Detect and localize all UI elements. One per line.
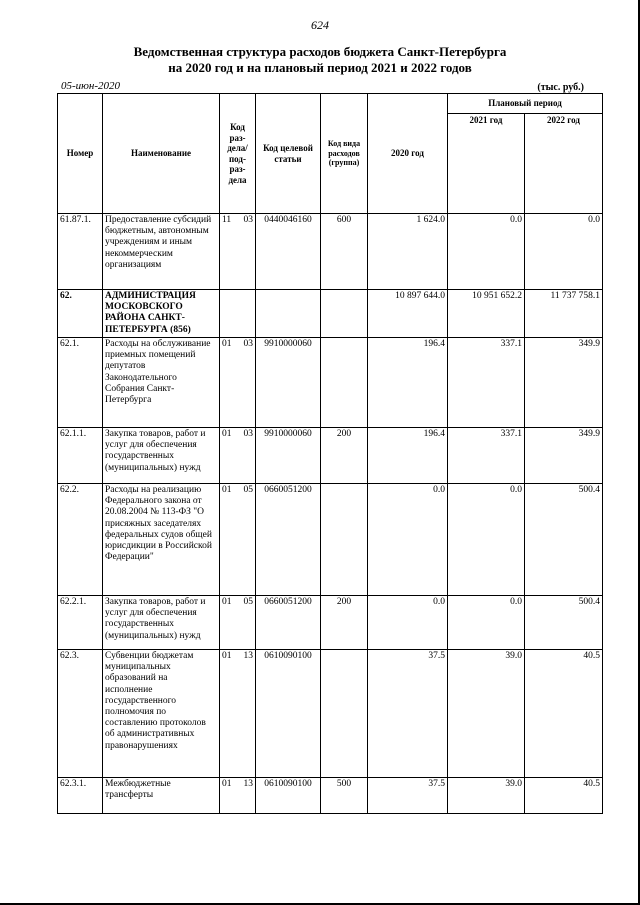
row-name: Межбюджетные трансферты	[103, 778, 220, 814]
row-target-code: 9910000060	[256, 428, 321, 484]
row-section-code	[220, 428, 256, 484]
row-name: Расходы на обслуживание приемных помещений депутатов Законодательного Собрания Санкт-Петербурга	[103, 338, 220, 428]
header-name: Наименование	[103, 94, 220, 214]
row-pr: 03	[243, 215, 253, 225]
header-2021: 2021 год	[448, 114, 525, 214]
row-expense-type: 500	[321, 778, 368, 814]
row-pr: 03	[243, 339, 253, 349]
header-target: Код целевой статьи	[256, 94, 321, 214]
row-2020: 10 897 644.0	[368, 290, 448, 338]
row-2020: 37.5	[368, 650, 448, 778]
row-target-code: 0660051200	[256, 596, 321, 650]
row-section-code	[220, 290, 256, 338]
row-2020: 0.0	[368, 484, 448, 596]
report-date: 05-июн-2020	[61, 80, 121, 92]
page-number: 624	[311, 18, 329, 32]
row-number: 62.	[58, 290, 103, 338]
row-rz: 01	[222, 597, 232, 607]
header-section: Код раз- дела/ под- раз- дела	[220, 94, 256, 214]
row-2020: 37.5	[368, 778, 448, 814]
row-2022: 500.4	[525, 596, 603, 650]
row-expense-type	[321, 484, 368, 596]
row-rz: 11	[222, 215, 232, 225]
header-number: Номер	[58, 94, 103, 214]
row-number: 62.3.	[58, 650, 103, 778]
row-rz: 01	[222, 485, 232, 495]
row-number: 62.1.	[58, 338, 103, 428]
table-row	[58, 596, 603, 650]
row-name: АДМИНИСТРАЦИЯ МОСКОВСКОГО РАЙОНА САНКТ-ПЕТЕРБУРГА (856)	[103, 290, 220, 338]
row-name: Закупка товаров, работ и услуг для обеспечения государственных (муниципальных) нужд	[103, 596, 220, 650]
row-expense-type: 600	[321, 214, 368, 290]
row-section-code	[220, 484, 256, 596]
row-number: 62.2.	[58, 484, 103, 596]
row-2020: 0.0	[368, 596, 448, 650]
table-row	[58, 650, 603, 778]
row-expense-type: 200	[321, 596, 368, 650]
row-2022: 11 737 758.1	[525, 290, 603, 338]
table-row	[58, 484, 603, 596]
row-expense-type	[321, 338, 368, 428]
table-row	[58, 214, 603, 290]
title-line-2: на 2020 год и на плановый период 2021 и 2022 годов	[168, 60, 472, 75]
row-2021: 337.1	[448, 428, 525, 484]
table-row	[58, 338, 603, 428]
row-2022: 40.5	[525, 778, 603, 814]
units-label: (тыс. руб.)	[537, 82, 584, 93]
row-expense-type: 200	[321, 428, 368, 484]
row-section-code	[220, 778, 256, 814]
budget-table	[57, 93, 603, 814]
row-2022: 349.9	[525, 338, 603, 428]
row-2021: 0.0	[448, 484, 525, 596]
row-target-code: 0610090100	[256, 778, 321, 814]
row-target-code: 9910000060	[256, 338, 321, 428]
row-pr: 03	[243, 429, 253, 439]
row-target-code: 0660051200	[256, 484, 321, 596]
row-pr: 05	[243, 485, 253, 495]
header-2022: 2022 год	[525, 114, 603, 214]
row-2022: 0.0	[525, 214, 603, 290]
row-2021: 0.0	[448, 214, 525, 290]
title-line-1: Ведомственная структура расходов бюджета Санкт-Петербурга	[133, 44, 507, 59]
row-2022: 500.4	[525, 484, 603, 596]
row-target-code: 0440046160	[256, 214, 321, 290]
row-2020: 196.4	[368, 338, 448, 428]
row-name: Закупка товаров, работ и услуг для обеспечения государственных (муниципальных) нужд	[103, 428, 220, 484]
row-2022: 349.9	[525, 428, 603, 484]
row-2021: 39.0	[448, 778, 525, 814]
row-2021: 39.0	[448, 650, 525, 778]
row-name: Предоставление субсидий бюджетным, автономным учреждениям и иным некоммерческим организациям	[103, 214, 220, 290]
row-number: 62.1.1.	[58, 428, 103, 484]
row-pr: 05	[243, 597, 253, 607]
row-name: Расходы на реализацию Федерального закона от 20.08.2004 № 113-ФЗ "О присяжных заседателях федеральных судов общей юрисдикции в Российской Федерации"	[103, 484, 220, 596]
row-2021: 10 951 652.2	[448, 290, 525, 338]
header-planned: Плановый период	[448, 94, 603, 114]
row-rz: 01	[222, 429, 232, 439]
header-expense-type: Код вида расходов (группа)	[321, 94, 368, 214]
row-section-code	[220, 596, 256, 650]
row-pr: 13	[243, 779, 253, 789]
row-2020: 196.4	[368, 428, 448, 484]
table-row	[58, 778, 603, 814]
row-section-code	[220, 650, 256, 778]
table-row	[58, 428, 603, 484]
row-name: Субвенции бюджетам муниципальных образований на исполнение государственного полномочия по составлению протоколов об административных правонарушениях	[103, 650, 220, 778]
row-section-code	[220, 214, 256, 290]
row-number: 62.2.1.	[58, 596, 103, 650]
row-expense-type	[321, 650, 368, 778]
row-number: 61.87.1.	[58, 214, 103, 290]
row-2020: 1 624.0	[368, 214, 448, 290]
row-rz: 01	[222, 339, 232, 349]
row-2021: 0.0	[448, 596, 525, 650]
row-rz: 01	[222, 651, 232, 661]
table-row	[58, 290, 603, 338]
header-2020: 2020 год	[368, 94, 448, 214]
row-number: 62.3.1.	[58, 778, 103, 814]
row-pr: 13	[243, 651, 253, 661]
row-section-code	[220, 338, 256, 428]
page-title	[0, 44, 640, 76]
row-2021: 337.1	[448, 338, 525, 428]
row-expense-type	[321, 290, 368, 338]
row-rz: 01	[222, 779, 232, 789]
row-2022: 40.5	[525, 650, 603, 778]
row-target-code	[256, 290, 321, 338]
row-target-code: 0610090100	[256, 650, 321, 778]
